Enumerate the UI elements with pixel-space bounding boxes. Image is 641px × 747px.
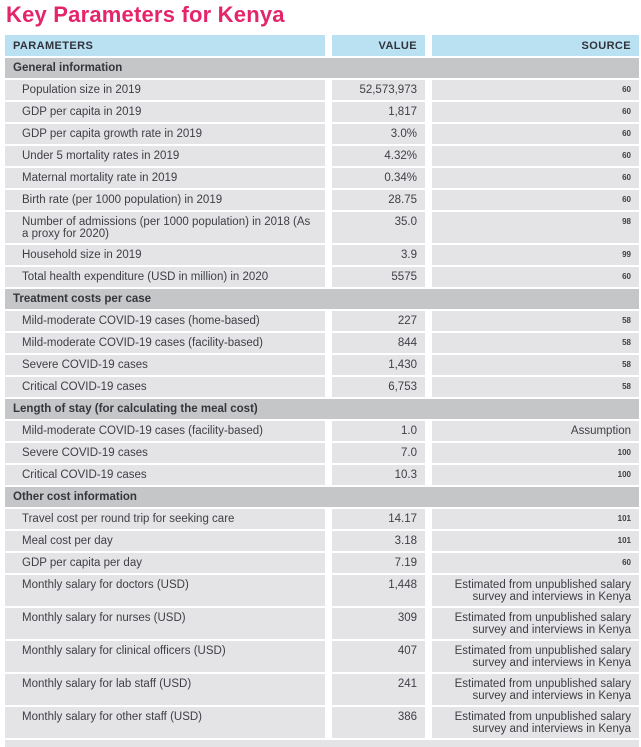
source-reference-number: 60 <box>622 172 631 182</box>
source-cell <box>432 443 639 463</box>
page-title: Key Parameters for Kenya <box>6 2 285 27</box>
table-row <box>5 575 639 606</box>
section-header-other-cost-information: Other cost information <box>5 487 639 507</box>
source-cell <box>432 355 639 375</box>
table-row <box>5 146 639 166</box>
value-cell: 0.34% <box>332 168 425 188</box>
source-cell <box>432 212 639 243</box>
column-header-source: SOURCE <box>432 35 639 56</box>
table-row <box>5 267 639 287</box>
source-reference-number: 101 <box>617 513 631 523</box>
source-cell <box>432 377 639 397</box>
value-cell: 227 <box>332 311 425 331</box>
source-cell <box>432 190 639 210</box>
source-reference-number: 58 <box>622 359 631 369</box>
parameter-cell: Severe COVID-19 cases <box>5 443 325 463</box>
source-cell <box>432 146 639 166</box>
value-cell: 1,448 <box>332 575 425 606</box>
table-row <box>5 245 639 265</box>
table-row <box>5 641 639 672</box>
parameter-cell: Critical COVID-19 cases <box>5 465 325 485</box>
table-row <box>5 443 639 463</box>
table-row <box>5 377 639 397</box>
parameter-cell: Total health expenditure (USD in million) in 2020 <box>5 267 325 287</box>
column-header-value: VALUE <box>332 35 425 56</box>
table-row <box>5 80 639 100</box>
table-row <box>5 333 639 353</box>
value-cell: 241 <box>332 674 425 705</box>
parameter-cell: Meal cost per day <box>5 531 325 551</box>
value-cell: 7.0 <box>332 443 425 463</box>
parameter-cell: Number of admissions (per 1000 population) in 2018 (As a proxy for 2020) <box>5 212 325 243</box>
table-row <box>5 212 639 243</box>
source-reference-number: 60 <box>622 106 631 116</box>
source-cell <box>432 509 639 529</box>
table-row <box>5 531 639 551</box>
parameter-cell: GDP per capita growth rate in 2019 <box>5 124 325 144</box>
source-cell <box>432 531 639 551</box>
source-reference-number: 60 <box>622 194 631 204</box>
value-cell: 386 <box>332 707 425 738</box>
source-reference-number: 58 <box>622 337 631 347</box>
parameter-cell: Travel cost per round trip for seeking care <box>5 509 325 529</box>
section-header-general-information: General information <box>5 58 639 78</box>
value-cell: 309 <box>332 608 425 639</box>
value-cell: 3.0% <box>332 124 425 144</box>
source-cell <box>432 333 639 353</box>
table-row <box>5 355 639 375</box>
source-cell: Estimated from unpublished salary survey and interviews in Kenya <box>432 707 639 738</box>
parameter-cell: Household size in 2019 <box>5 245 325 265</box>
value-cell: 52,573,973 <box>332 80 425 100</box>
source-cell <box>432 311 639 331</box>
source-cell: Estimated from unpublished salary survey and interviews in Kenya <box>432 641 639 672</box>
source-cell <box>432 102 639 122</box>
parameter-cell: Birth rate (per 1000 population) in 2019 <box>5 190 325 210</box>
table-row <box>5 465 639 485</box>
source-cell: Assumption <box>432 421 639 441</box>
value-cell: 28.75 <box>332 190 425 210</box>
source-reference-number: 60 <box>622 557 631 567</box>
source-reference-number: 60 <box>622 84 631 94</box>
value-cell: 7.19 <box>332 553 425 573</box>
source-reference-number: 60 <box>622 271 631 281</box>
parameters-table <box>5 35 639 747</box>
source-reference-number: 98 <box>622 216 631 226</box>
parameter-cell: Critical COVID-19 cases <box>5 377 325 397</box>
source-cell: Estimated from unpublished salary survey and interviews in Kenya <box>432 575 639 606</box>
source-cell <box>432 465 639 485</box>
value-cell: 3.18 <box>332 531 425 551</box>
value-cell: 4.32% <box>332 146 425 166</box>
parameter-cell: Monthly salary for other staff (USD) <box>5 707 325 738</box>
table-row <box>5 102 639 122</box>
source-cell <box>432 168 639 188</box>
table-row <box>5 190 639 210</box>
source-reference-number: 99 <box>622 249 631 259</box>
parameter-cell: Under 5 mortality rates in 2019 <box>5 146 325 166</box>
section-header-treatment-costs-per-case: Treatment costs per case <box>5 289 639 309</box>
value-cell: 844 <box>332 333 425 353</box>
value-cell: 407 <box>332 641 425 672</box>
parameter-cell: Monthly salary for doctors (USD) <box>5 575 325 606</box>
parameter-cell: Mild-moderate COVID-19 cases (facility-based) <box>5 333 325 353</box>
partial-next-row-strip <box>5 740 639 747</box>
source-cell <box>432 124 639 144</box>
parameter-cell: Population size in 2019 <box>5 80 325 100</box>
parameter-cell: Mild-moderate COVID-19 cases (home-based) <box>5 311 325 331</box>
table-row <box>5 674 639 705</box>
value-cell: 3.9 <box>332 245 425 265</box>
value-cell: 5575 <box>332 267 425 287</box>
source-cell: Estimated from unpublished salary survey and interviews in Kenya <box>432 674 639 705</box>
parameter-cell: GDP per capita per day <box>5 553 325 573</box>
source-cell <box>432 553 639 573</box>
value-cell: 6,753 <box>332 377 425 397</box>
parameter-cell: Severe COVID-19 cases <box>5 355 325 375</box>
parameter-cell: Maternal mortality rate in 2019 <box>5 168 325 188</box>
value-cell: 10.3 <box>332 465 425 485</box>
value-cell: 14.17 <box>332 509 425 529</box>
value-cell: 1,430 <box>332 355 425 375</box>
table-header-row <box>5 35 639 56</box>
value-cell: 35.0 <box>332 212 425 243</box>
table-row <box>5 311 639 331</box>
table-row <box>5 707 639 738</box>
source-cell <box>432 80 639 100</box>
source-cell: Estimated from unpublished salary survey and interviews in Kenya <box>432 608 639 639</box>
table-row <box>5 124 639 144</box>
source-reference-number: 60 <box>622 150 631 160</box>
value-cell: 1.0 <box>332 421 425 441</box>
value-cell: 1,817 <box>332 102 425 122</box>
table-row <box>5 509 639 529</box>
parameter-cell: Monthly salary for clinical officers (USD) <box>5 641 325 672</box>
source-reference-number: 58 <box>622 381 631 391</box>
table-body <box>5 58 639 738</box>
parameter-cell: Monthly salary for lab staff (USD) <box>5 674 325 705</box>
parameter-cell: Mild-moderate COVID-19 cases (facility-based) <box>5 421 325 441</box>
source-cell <box>432 245 639 265</box>
table-row <box>5 421 639 441</box>
table-row <box>5 608 639 639</box>
source-cell <box>432 267 639 287</box>
column-header-parameters: PARAMETERS <box>5 35 325 56</box>
table-row <box>5 553 639 573</box>
source-reference-number: 60 <box>622 128 631 138</box>
parameter-cell: Monthly salary for nurses (USD) <box>5 608 325 639</box>
source-reference-number: 100 <box>617 469 631 479</box>
parameter-cell: GDP per capita in 2019 <box>5 102 325 122</box>
table-row <box>5 168 639 188</box>
source-reference-number: 100 <box>617 447 631 457</box>
source-reference-number: 101 <box>617 535 631 545</box>
section-header-length-of-stay-for-calculating-the-meal-cost: Length of stay (for calculating the meal cost) <box>5 399 639 419</box>
source-reference-number: 58 <box>622 315 631 325</box>
